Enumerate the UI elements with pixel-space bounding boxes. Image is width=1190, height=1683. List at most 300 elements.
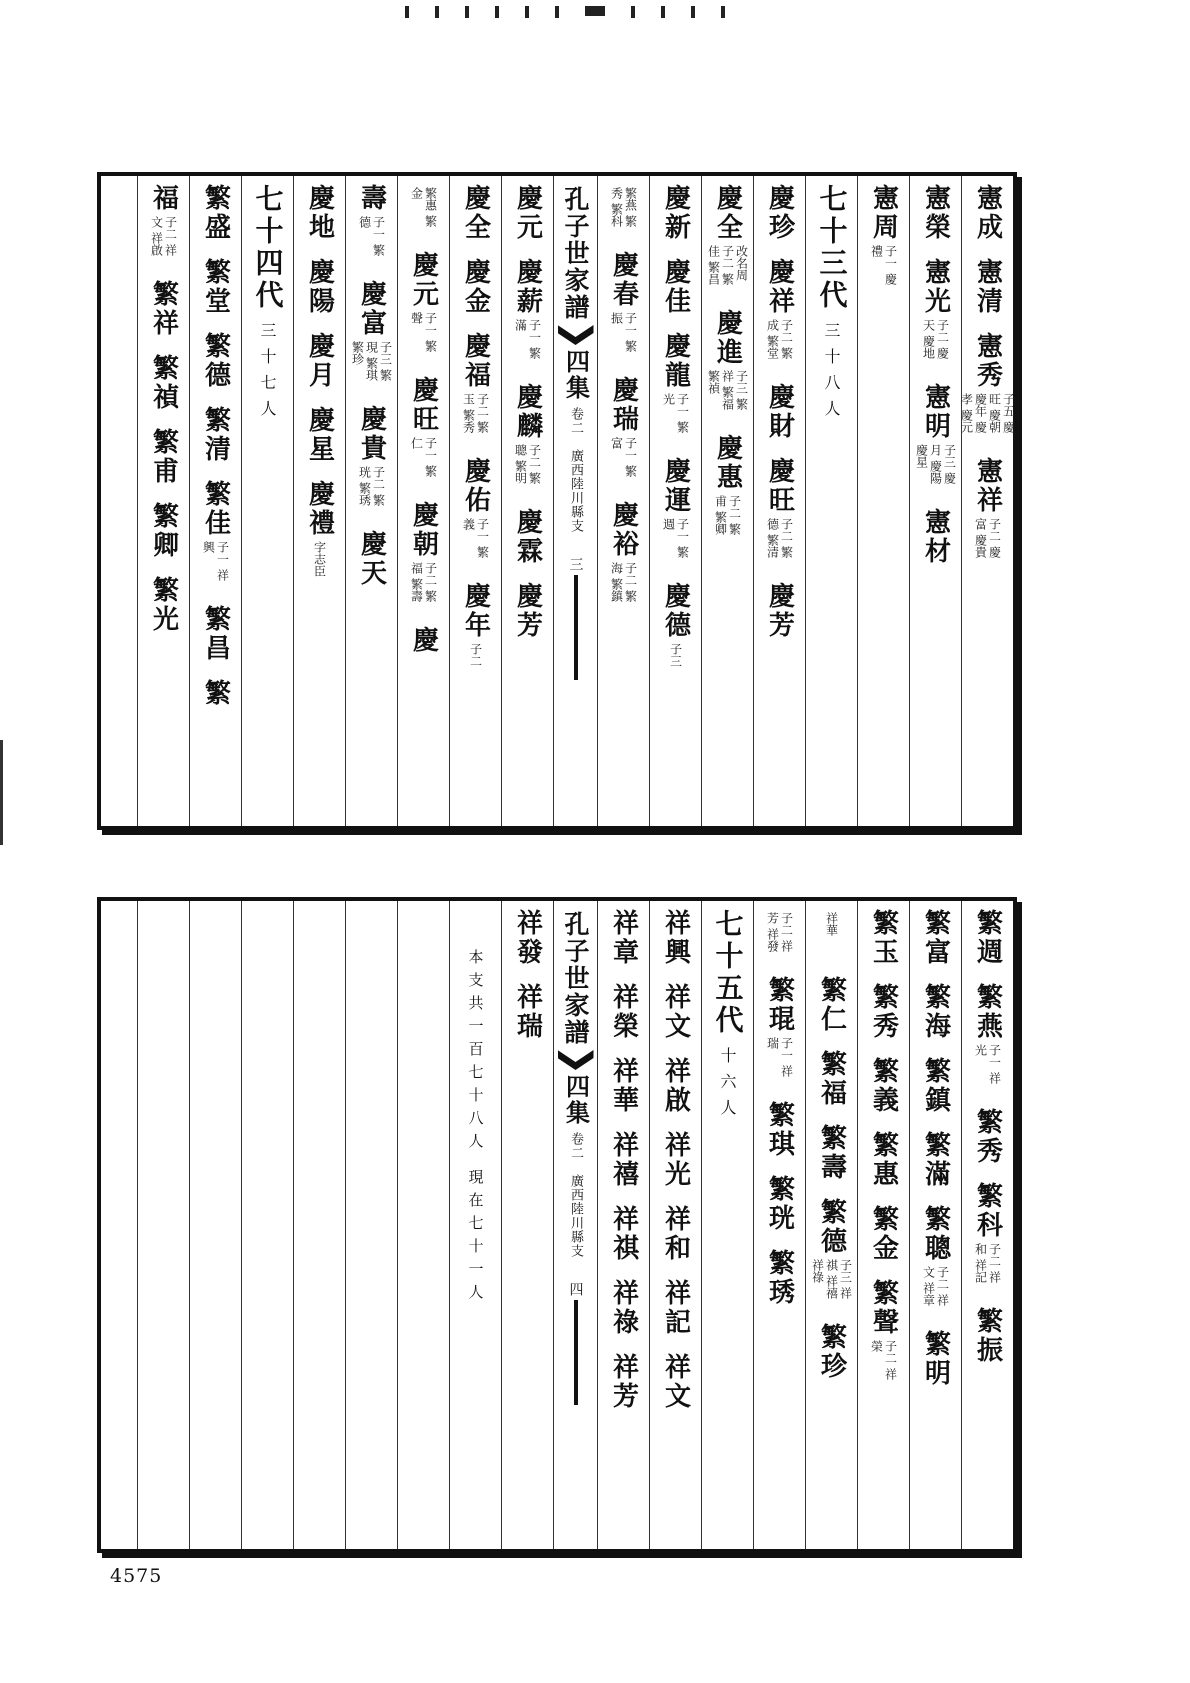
genealogy-entry xyxy=(764,582,795,640)
genealogy-entry xyxy=(660,184,691,242)
volume-label: 四集 xyxy=(561,349,591,401)
spine-rule xyxy=(574,1300,578,1405)
descendant-note: 子二 祥和 祥記 xyxy=(973,1243,1002,1283)
text-column xyxy=(805,176,857,826)
genealogy-entry xyxy=(974,1182,1002,1291)
genealogy-entry xyxy=(512,983,543,1041)
descendant-note: 子二 慶富 慶貴 xyxy=(973,518,1002,558)
text-column xyxy=(293,176,345,826)
genealogy-page-1 xyxy=(97,172,1017,830)
genealogy-entry xyxy=(920,1330,951,1388)
person-name: 慶天 xyxy=(356,530,387,588)
descendant-note: 子一 繁聲 xyxy=(409,312,438,352)
person-name: 繁海 xyxy=(920,983,951,1041)
genealogy-entry xyxy=(512,184,543,242)
person-name: 繁壽 xyxy=(816,1124,847,1182)
descendant-note: 子三 xyxy=(668,643,683,667)
page-number: 4575 xyxy=(110,1565,163,1587)
person-name: 慶新 xyxy=(660,184,691,242)
genealogy-entry xyxy=(610,251,638,360)
genealogy-entry xyxy=(766,976,794,1085)
descendant-note: 子二 慶天 慶地 xyxy=(921,319,950,359)
person-name: 慶芳 xyxy=(512,582,543,640)
genealogy-entry xyxy=(816,1323,847,1381)
genealogy-entry xyxy=(811,1198,853,1307)
person-name: 祥光 xyxy=(660,1131,691,1189)
text-column xyxy=(857,176,909,826)
person-name: 繁惠 xyxy=(868,1131,899,1189)
person-name: 繁禎 xyxy=(148,354,179,412)
person-name: 繁鎮 xyxy=(920,1057,951,1115)
person-name: 慶全 xyxy=(712,184,743,242)
genealogy-entry xyxy=(972,909,1003,967)
genealogy-entry xyxy=(460,184,491,242)
person-name: 繁富 xyxy=(920,909,951,967)
genealogy-entry xyxy=(660,258,691,316)
person-name: 慶芳 xyxy=(764,582,795,640)
person-name: 慶全 xyxy=(460,184,491,242)
person-name: 慶珍 xyxy=(764,184,795,242)
genealogy-entry xyxy=(974,983,1002,1092)
genealogy-entry xyxy=(410,376,438,485)
person-name: 繁仁 xyxy=(816,976,847,1034)
text-column xyxy=(189,901,241,1549)
person-name: 繁燕 xyxy=(972,983,1003,1041)
person-name: 福 xyxy=(148,184,179,213)
generation-title: 七十四代 xyxy=(251,184,285,312)
text-column xyxy=(909,176,961,826)
person-name: 慶 xyxy=(408,626,439,655)
genealogy-entry xyxy=(766,457,794,566)
genealogy-entry xyxy=(816,1050,847,1108)
genealogy-entry xyxy=(304,332,335,390)
descendant-note: 子三 慶月 慶陽 慶星 xyxy=(914,444,957,484)
descendant-note: 子二 繁德 繁清 xyxy=(765,518,794,558)
spine-rule xyxy=(574,575,578,680)
person-name: 慶龍 xyxy=(660,332,691,390)
text-column xyxy=(293,901,345,1549)
person-name: 繁科 xyxy=(972,1182,1003,1240)
person-name: 繁玉 xyxy=(868,909,899,967)
text-column xyxy=(597,901,649,1549)
genealogy-entry xyxy=(148,428,179,486)
descendant-note: 子一 慶禮 xyxy=(869,245,898,285)
text-column xyxy=(241,901,293,1549)
person-name: 慶裕 xyxy=(608,501,639,559)
genealogy-entry xyxy=(972,1307,1003,1365)
genealogy-entry xyxy=(920,508,951,566)
person-name: 憲秀 xyxy=(972,332,1003,390)
genealogy-entry xyxy=(200,605,231,663)
person-name: 憲材 xyxy=(920,508,951,566)
person-name: 祥瑞 xyxy=(512,983,543,1041)
descendant-note: 子一 繁富 xyxy=(609,437,638,477)
person-name: 慶進 xyxy=(712,309,743,367)
person-name: 憲周 xyxy=(868,184,899,242)
person-name: 憲成 xyxy=(972,184,1003,242)
genealogy-entry xyxy=(462,457,490,566)
genealogy-entry xyxy=(660,582,691,691)
descendant-note: 子一 祥光 xyxy=(973,1044,1002,1084)
generation-count: 三十七人 xyxy=(258,322,277,426)
descendant-note: 子一 繁仁 xyxy=(409,437,438,477)
person-name: 祥文 xyxy=(660,1353,691,1411)
person-name: 繁清 xyxy=(200,406,231,464)
genealogy-entry xyxy=(660,1353,691,1411)
genealogy-entry xyxy=(462,332,490,441)
genealogy-entry xyxy=(868,1205,899,1263)
person-name: 祥啟 xyxy=(660,1057,691,1115)
genealogy-entry xyxy=(660,1057,691,1115)
genealogy-entry xyxy=(512,508,543,566)
text-column xyxy=(909,901,961,1549)
person-name: 憲明 xyxy=(920,383,951,441)
book-title: 孔子世家譜 xyxy=(561,186,590,321)
section-label: 卷二 廣西陸川縣支 xyxy=(568,1132,583,1258)
text-column xyxy=(959,176,1016,826)
genealogy-entry xyxy=(460,258,491,316)
genealogy-entry xyxy=(870,1279,898,1388)
genealogy-entry xyxy=(608,1205,639,1263)
person-name: 繁琪 xyxy=(764,1101,795,1159)
person-name: 慶福 xyxy=(460,332,491,390)
person-name: 慶春 xyxy=(608,251,639,309)
genealogy-entry xyxy=(608,1057,639,1115)
person-name: 慶佑 xyxy=(460,457,491,515)
person-name: 慶禮 xyxy=(304,480,335,538)
text-column xyxy=(501,901,553,1549)
person-name: 慶德 xyxy=(660,582,691,640)
genealogy-entry xyxy=(922,1205,950,1314)
generation-title: 七十五代 xyxy=(711,909,745,1037)
person-name: 慶富 xyxy=(356,280,387,338)
genealogy-entry xyxy=(304,184,335,242)
genealogy-entry xyxy=(200,332,231,390)
person-name: 慶薪 xyxy=(512,258,543,316)
genealogy-entry xyxy=(868,983,899,1041)
descendant-note: 子三 繁祥 繁福 繁禎 xyxy=(706,370,749,410)
generation-title: 七十三代 xyxy=(815,184,849,312)
person-name: 繁卿 xyxy=(148,502,179,560)
person-name: 繁金 xyxy=(868,1205,899,1263)
genealogy-entry xyxy=(764,1101,795,1159)
genealogy-entry xyxy=(960,332,1016,441)
genealogy-entry xyxy=(764,1175,795,1233)
genealogy-entry xyxy=(408,626,439,655)
person-name: 繁 xyxy=(200,679,231,708)
person-name: 慶元 xyxy=(512,184,543,242)
scan-artifact-left xyxy=(0,740,3,845)
person-name: 祥章 xyxy=(608,909,639,967)
person-name: 慶朝 xyxy=(408,501,439,559)
genealogy-entry xyxy=(410,501,438,610)
genealogy-entry xyxy=(608,983,639,1041)
person-name: 慶旺 xyxy=(764,457,795,515)
person-name: 繁秀 xyxy=(972,1108,1003,1166)
descendant-note: 子二 祥文 祥啟 xyxy=(149,216,178,256)
person-name: 繁琨 xyxy=(764,976,795,1034)
scan-artifact-top xyxy=(405,6,945,20)
genealogy-entry xyxy=(915,383,957,492)
genealogy-entry xyxy=(358,405,386,514)
person-name: 祥祺 xyxy=(608,1205,639,1263)
genealogy-entry xyxy=(304,480,335,589)
person-name: 繁秀 xyxy=(868,983,899,1041)
descendant-note: 子二 繁福 繁壽 xyxy=(409,562,438,602)
descendant-note: 子一 祥瑞 xyxy=(765,1037,794,1077)
text-column xyxy=(649,176,701,826)
descendant-note: 字志臣 xyxy=(312,541,327,577)
person-name: 繁琇 xyxy=(764,1249,795,1307)
text-column xyxy=(805,901,857,1549)
person-name: 祥祿 xyxy=(608,1279,639,1337)
genealogy-entry xyxy=(868,909,899,967)
person-name: 慶麟 xyxy=(512,383,543,441)
descendant-note: 子三 祥祺 祥禧 祥祿 xyxy=(810,1259,853,1299)
person-name: 繁盛 xyxy=(200,184,231,242)
person-name: 憲榮 xyxy=(920,184,951,242)
descendant-note: 子五 慶旺 慶朝 慶年 慶孝 慶元 xyxy=(959,393,1016,433)
descendant-note: 子一 繁週 xyxy=(661,518,690,558)
descendant-note: 繁惠 繁金 xyxy=(409,187,438,227)
genealogy-entry xyxy=(972,1108,1003,1166)
person-name: 祥禧 xyxy=(608,1131,639,1189)
text-column xyxy=(189,176,241,826)
person-name: 祥華 xyxy=(608,1057,639,1115)
genealogy-entry xyxy=(351,280,393,389)
genealogy-entry xyxy=(662,332,690,441)
genealogy-entry xyxy=(410,251,438,360)
genealogy-entry xyxy=(660,909,691,967)
person-name: 慶月 xyxy=(304,332,335,390)
person-name: 慶金 xyxy=(460,258,491,316)
descendant-note: 改名周 子二 繁佳 繁昌 xyxy=(706,245,749,285)
person-name: 繁光 xyxy=(148,576,179,634)
text-column xyxy=(449,901,501,1549)
person-name: 繁振 xyxy=(972,1307,1003,1365)
genealogy-entry xyxy=(920,983,951,1041)
genealogy-entry xyxy=(764,1249,795,1307)
text-column xyxy=(397,176,449,826)
genealogy-entry xyxy=(816,976,847,1034)
genealogy-entry xyxy=(922,258,950,367)
genealogy-entry xyxy=(714,434,742,543)
person-name: 慶佳 xyxy=(660,258,691,316)
person-name: 繁德 xyxy=(200,332,231,390)
genealogy-entry xyxy=(608,1353,639,1411)
genealogy-entry xyxy=(200,258,231,316)
person-name: 慶陽 xyxy=(304,258,335,316)
genealogy-entry xyxy=(356,530,387,588)
text-column xyxy=(137,176,189,826)
person-name: 慶貴 xyxy=(356,405,387,463)
genealogy-entry xyxy=(514,383,542,492)
genealogy-entry xyxy=(868,1057,899,1115)
person-name: 繁滿 xyxy=(920,1131,951,1189)
genealogy-entry xyxy=(304,258,335,316)
genealogy-entry xyxy=(764,184,795,242)
genealogy-entry xyxy=(200,184,231,242)
person-name: 繁聲 xyxy=(868,1279,899,1337)
section-label: 卷二 廣西陸川縣支 xyxy=(568,407,583,533)
genealogy-entry xyxy=(200,406,231,464)
generation-count: 十六人 xyxy=(718,1047,737,1125)
person-name: 繁週 xyxy=(972,909,1003,967)
person-name: 憲光 xyxy=(920,258,951,316)
genealogy-entry xyxy=(662,457,690,566)
genealogy-entry xyxy=(610,376,638,485)
person-name: 繁甫 xyxy=(148,428,179,486)
text-column xyxy=(449,176,501,826)
text-column xyxy=(397,901,449,1549)
text-column xyxy=(597,176,649,826)
person-name: 慶財 xyxy=(764,383,795,441)
genealogy-entry xyxy=(766,909,794,960)
genealogy-entry xyxy=(150,184,178,264)
descendant-note: 子二 繁甫 繁卿 xyxy=(713,495,742,535)
genealogy-entry xyxy=(707,309,749,418)
person-name: 慶地 xyxy=(304,184,335,242)
descendant-note: 子二 繁海 繁鎮 xyxy=(609,562,638,602)
folio-number: 四 xyxy=(567,1282,584,1296)
genealogy-entry xyxy=(608,1279,639,1337)
genealogy-entry xyxy=(512,909,543,967)
text-column xyxy=(961,901,1013,1549)
text-column xyxy=(137,901,189,1549)
genealogy-entry xyxy=(660,1131,691,1189)
person-name: 繁珍 xyxy=(816,1323,847,1381)
genealogy-entry xyxy=(148,576,179,634)
genealogy-entry xyxy=(460,582,491,691)
person-name: 慶旺 xyxy=(408,376,439,434)
person-name: 憲祥 xyxy=(972,457,1003,515)
genealogy-entry xyxy=(410,184,438,235)
text-column xyxy=(345,176,397,826)
genealogy-entry xyxy=(202,480,230,589)
text-column xyxy=(701,176,753,826)
person-name: 繁堂 xyxy=(200,258,231,316)
person-name: 憲清 xyxy=(972,258,1003,316)
person-name: 祥榮 xyxy=(608,983,639,1041)
person-name: 慶祥 xyxy=(764,258,795,316)
genealogy-entry xyxy=(660,983,691,1041)
genealogy-entry xyxy=(825,909,839,960)
descendant-note: 子一 祥興 xyxy=(201,541,230,581)
person-name: 繁明 xyxy=(920,1330,951,1388)
fishtail-mark xyxy=(558,325,594,345)
descendant-note: 子二 xyxy=(468,643,483,667)
person-name: 繁義 xyxy=(868,1057,899,1115)
genealogy-entry xyxy=(608,1131,639,1189)
text-column xyxy=(701,901,753,1549)
descendant-note: 子二 繁珖 繁琇 xyxy=(357,466,386,506)
person-name: 慶霖 xyxy=(512,508,543,566)
branch-summary: 本支共一百七十八人 現在七十一人 xyxy=(466,949,485,1307)
generation-count: 三十八人 xyxy=(822,322,841,426)
book-title: 孔子世家譜 xyxy=(561,911,590,1046)
descendant-note: 子一 繁義 xyxy=(461,518,490,558)
person-name: 祥和 xyxy=(660,1205,691,1263)
page-spine xyxy=(553,901,597,1549)
descendant-note: 繁燕 繁秀 繁科 xyxy=(609,187,638,227)
volume-label: 四集 xyxy=(561,1074,591,1126)
genealogy-entry xyxy=(920,1057,951,1115)
genealogy-entry xyxy=(868,1131,899,1189)
text-column xyxy=(857,901,909,1549)
person-name: 繁聰 xyxy=(920,1205,951,1263)
genealogy-entry xyxy=(816,1124,847,1182)
person-name: 祥文 xyxy=(660,983,691,1041)
genealogy-entry xyxy=(610,501,638,610)
person-name: 祥發 xyxy=(512,909,543,967)
person-name: 慶瑞 xyxy=(608,376,639,434)
descendant-note: 子二 繁聰 繁明 xyxy=(513,444,542,484)
genealogy-entry xyxy=(200,679,231,708)
genealogy-entry xyxy=(766,258,794,367)
person-name: 祥記 xyxy=(660,1279,691,1337)
person-name: 壽 xyxy=(356,184,387,213)
text-column xyxy=(241,176,293,826)
text-column xyxy=(753,901,805,1549)
genealogy-entry xyxy=(358,184,386,264)
genealogy-entry xyxy=(974,457,1002,566)
person-name: 繁昌 xyxy=(200,605,231,663)
genealogy-entry xyxy=(920,184,951,242)
genealogy-entry xyxy=(764,383,795,441)
person-name: 慶元 xyxy=(408,251,439,309)
genealogy-entry xyxy=(707,184,749,293)
genealogy-entry xyxy=(512,582,543,640)
person-name: 祥芳 xyxy=(608,1353,639,1411)
person-name: 祥興 xyxy=(660,909,691,967)
page-spine xyxy=(553,176,597,826)
descendant-note: 子二 祥芳 祥發 xyxy=(765,912,794,952)
text-column xyxy=(649,901,701,1549)
genealogy-entry xyxy=(148,502,179,560)
genealogy-entry xyxy=(920,1131,951,1189)
person-name: 繁福 xyxy=(816,1050,847,1108)
fishtail-mark xyxy=(558,1050,594,1070)
genealogy-entry xyxy=(608,909,639,967)
descendant-note: 子二 祥文 祥章 xyxy=(921,1266,950,1306)
text-column xyxy=(501,176,553,826)
genealogy-entry xyxy=(610,184,638,235)
genealogy-entry xyxy=(660,1205,691,1263)
genealogy-entry xyxy=(870,184,898,293)
descendant-note: 子二 祥榮 xyxy=(869,1340,898,1380)
person-name: 繁祥 xyxy=(148,280,179,338)
genealogy-entry xyxy=(920,909,951,967)
descendant-note: 子三 繁現 繁琪 繁珍 xyxy=(350,341,393,381)
genealogy-entry xyxy=(514,258,542,367)
descendant-note: 子一 繁德 xyxy=(357,216,386,256)
text-column xyxy=(345,901,397,1549)
genealogy-entry xyxy=(972,258,1003,316)
person-name: 繁珖 xyxy=(764,1175,795,1233)
genealogy-entry xyxy=(660,1279,691,1337)
person-name: 慶惠 xyxy=(712,434,743,492)
genealogy-entry xyxy=(972,184,1003,242)
person-name: 慶運 xyxy=(660,457,691,515)
person-name: 慶星 xyxy=(304,406,335,464)
genealogy-page-2 xyxy=(97,897,1017,1553)
person-name: 慶年 xyxy=(460,582,491,640)
genealogy-entry xyxy=(304,406,335,464)
person-name: 繁佳 xyxy=(200,480,231,538)
descendant-note: 子一 繁滿 xyxy=(513,319,542,359)
descendant-note: 子一 繁振 xyxy=(609,312,638,352)
text-column xyxy=(753,176,805,826)
